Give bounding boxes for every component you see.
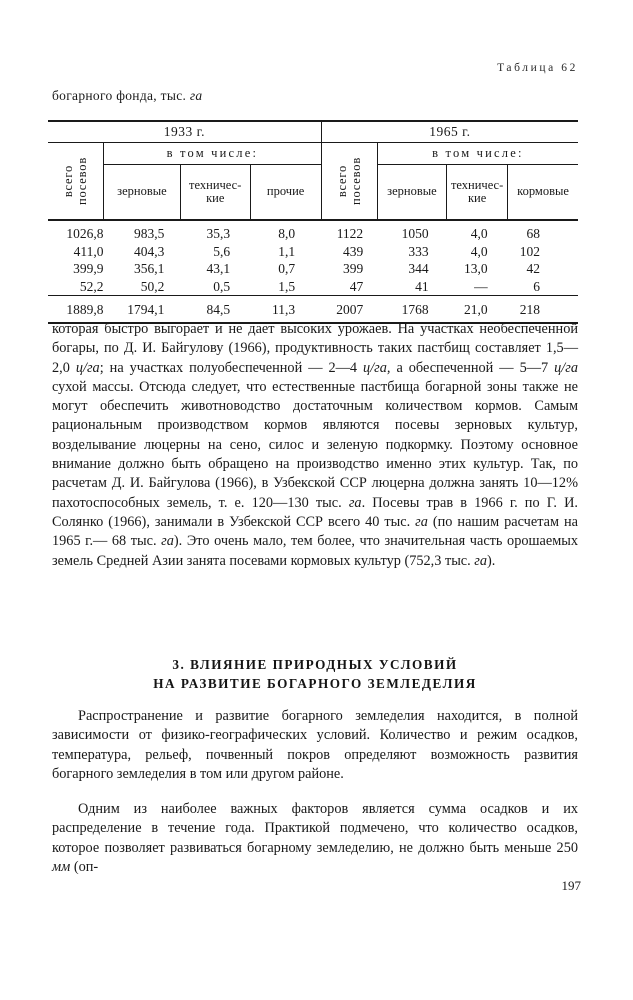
table-row bbox=[48, 278, 578, 296]
cell-r0-c1: 1026,8 bbox=[48, 220, 104, 243]
cell-total-c6: 1768 bbox=[377, 296, 446, 323]
cell-r0-c3: 35,3 bbox=[180, 220, 250, 243]
cell-r3-c3: 0,5 bbox=[213, 278, 231, 294]
col-header-1933-grain-l1: зерновые bbox=[117, 184, 167, 199]
cell-r2-c7: 13,0 bbox=[463, 261, 488, 277]
cell-r0-c6: 1050 bbox=[377, 220, 446, 243]
data-table-container bbox=[48, 120, 578, 324]
cell-r0-c4: 8,0 bbox=[250, 220, 321, 243]
col-header-1933-grain bbox=[104, 165, 181, 221]
table-number-label: Таблица 62 bbox=[497, 62, 578, 74]
cell-r1-c3: 5,6 bbox=[213, 243, 231, 259]
para1-unit-4: га bbox=[348, 494, 362, 511]
para1-unit-6: га bbox=[161, 533, 174, 550]
stub-line1: всего bbox=[61, 164, 76, 197]
para1-seg-f: (по нашим расчетам на 1965 г.— 68 тыс. bbox=[52, 513, 578, 550]
col-header-1965-grain-l1: зерновые bbox=[387, 184, 437, 199]
col-header-1933-other bbox=[250, 165, 321, 221]
cell-total-c1: 1889,8 bbox=[48, 296, 104, 323]
para1-seg-c: а обеспеченной — 5—7 bbox=[390, 359, 555, 376]
stub-line2-b: посевов bbox=[349, 156, 364, 205]
table-subtitle-unit: га bbox=[189, 88, 203, 103]
cell-r2-c6: 344 bbox=[408, 261, 429, 277]
cell-r3-c6: 41 bbox=[415, 278, 429, 294]
table-row bbox=[48, 243, 578, 261]
year-group-1933: 1933 г. bbox=[48, 121, 321, 143]
cell-r1-c2: 404,3 bbox=[133, 243, 165, 259]
stub-line2: посевов bbox=[75, 156, 90, 205]
col-header-1965-fodder bbox=[508, 165, 578, 221]
col-header-1965-technical bbox=[447, 165, 508, 221]
cell-r0-c5: 1122 bbox=[321, 220, 377, 243]
subgroup-label-1933: в том числе: bbox=[104, 143, 322, 165]
cell-r3-c8: 6 bbox=[533, 278, 540, 294]
stub-header-1933 bbox=[48, 143, 104, 221]
cell-r2-c5: 399 bbox=[342, 261, 364, 277]
year-group-1965: 1965 г. bbox=[321, 121, 578, 143]
cell-total-c4: 11,3 bbox=[250, 296, 321, 323]
para1-unit-3: ц/га bbox=[554, 359, 579, 376]
paragraph-continuation bbox=[52, 320, 578, 571]
cell-r0-c8: 68 bbox=[508, 220, 578, 243]
para3-unit: мм bbox=[52, 858, 71, 875]
para1-unit-5: га bbox=[415, 513, 428, 530]
col-header-1965-grain bbox=[377, 165, 446, 221]
table-header-columns-row bbox=[48, 165, 578, 221]
cell-r1-c4: 1,1 bbox=[278, 243, 296, 259]
page-number: 197 bbox=[561, 878, 581, 893]
para1-seg-b: ; на участках полуобеспеченной — 2—4 bbox=[99, 359, 364, 376]
para1-seg-g: ). Это очень мало, тем более, что значительная часть орошаемых земель Средней Азии занята посевами кормовых культур (752,3 тыс. bbox=[52, 533, 578, 569]
cell-total-c3: 84,5 bbox=[180, 296, 250, 323]
stub-header-1965 bbox=[321, 143, 377, 221]
cell-r1-c5: 439 bbox=[342, 243, 364, 259]
cell-r1-c7: 4,0 bbox=[470, 243, 488, 259]
table-row bbox=[48, 220, 578, 243]
para1-unit-1: ц/га bbox=[75, 359, 100, 376]
col-header-1933-technical bbox=[180, 165, 250, 221]
cell-total-c8: 218 bbox=[508, 296, 578, 323]
section-heading bbox=[52, 655, 578, 693]
para1-seg-d: сухой массы. Отсюда следует, что естественные пастбища богарной зоны также не могут обеспечить животноводство достаточным количеством кормов. Самым рациональным производством кормов являются посевы зерновых культур, возделывание люцерны на сено, силос и зеленую подкормку. Поэтому основное внимание должно быть обращено на производство именно этих культур. Так, по расчетам Д. И. Байгулова (1966), в Узбекской ССР люцерна должна занять 10—12% пахотоспособных земель, т. е. 120—130 тыс. bbox=[52, 378, 578, 511]
cell-r3-c5: 47 bbox=[349, 278, 364, 294]
col-header-1965-technical-l1: техничес- bbox=[450, 177, 504, 192]
cell-r2-c1: 399,9 bbox=[73, 261, 104, 277]
cell-total-c5: 2007 bbox=[321, 296, 377, 323]
para1-unit-2: ц/га, bbox=[363, 359, 391, 376]
cell-r2-c4: 0,7 bbox=[278, 261, 296, 277]
section-heading-line1: 3. ВЛИЯНИЕ ПРИРОДНЫХ УСЛОВИЙ bbox=[172, 657, 458, 672]
cell-total-c2: 1794,1 bbox=[104, 296, 181, 323]
para1-seg-e: . Посевы трав в 1966 г. по Г. И. Солянко (1966), занимали в Узбекской ССР всего 40 тыс. bbox=[52, 494, 578, 530]
table-row bbox=[48, 260, 578, 278]
col-header-1965-technical-l2: кие bbox=[467, 191, 487, 205]
cell-r3-c1: 52,2 bbox=[79, 278, 104, 294]
para3-seg-b: (оп- bbox=[70, 858, 99, 875]
cell-r1-c1: 411,0 bbox=[73, 243, 104, 259]
cell-r2-c3: 43,1 bbox=[206, 261, 231, 277]
section-heading-line2: НА РАЗВИТИЕ БОГАРНОГО ЗЕМЛЕДЕЛИЯ bbox=[153, 676, 477, 691]
col-header-1965-fodder-l1: кормовые bbox=[517, 184, 569, 199]
cell-r0-c7: 4,0 bbox=[447, 220, 508, 243]
cell-r0-c2: 983,5 bbox=[104, 220, 181, 243]
data-table bbox=[48, 120, 578, 324]
cell-r1-c8: 102 bbox=[519, 243, 540, 259]
para3-seg-a: Одним из наиболее важных факторов является сумма осадков и их распределение в течение года. Практикой подмечено, что количество осадков, которое позволяет развиваться богарному земледелию, не должно быть меньше 250 bbox=[52, 801, 578, 856]
table-subtitle bbox=[52, 88, 202, 104]
cell-r2-c8: 42 bbox=[526, 261, 540, 277]
para1-seg-a: которая быстро выгорает и не дает высоких урожаев. На участках необеспеченной богары, по Д. И. Байгулову (1966), продуктивность таких пастбищ составляет 1,5—2,0 bbox=[52, 321, 578, 376]
cell-r3-c2: 50,2 bbox=[140, 278, 165, 294]
subgroup-label-1965: в том числе: bbox=[377, 143, 578, 165]
table-subtitle-text: богарного фонда, тыс. bbox=[52, 88, 190, 103]
cell-r3-c4: 1,5 bbox=[278, 278, 296, 294]
table-header-subgroup-row bbox=[48, 143, 578, 165]
stub-header-1965-rotated bbox=[335, 156, 363, 204]
table-total-row bbox=[48, 296, 578, 323]
col-header-1933-technical-l1: техничес- bbox=[189, 177, 242, 192]
paragraph-2: Распространение и развитие богарного земледелия находится, в полной зависимости от физико-географических условий. Количество и режим осадков, температура, рельеф, почвенный покров определяют возможность развития богарного земледелия в том или другом районе. bbox=[52, 708, 578, 782]
cell-r3-c7: — bbox=[474, 278, 488, 294]
col-header-1933-technical-l2: кие bbox=[206, 191, 225, 205]
stub-header-1933-rotated bbox=[62, 156, 90, 204]
para1-unit-7: га bbox=[474, 552, 488, 569]
cell-r1-c6: 333 bbox=[408, 243, 429, 259]
col-header-1933-other-l1: прочие bbox=[266, 184, 305, 199]
para1-seg-h: ). bbox=[487, 552, 496, 569]
table-header-year-row bbox=[48, 121, 578, 143]
cell-total-c7: 21,0 bbox=[447, 296, 508, 323]
cell-r2-c2: 356,1 bbox=[133, 261, 165, 277]
paragraph-3 bbox=[52, 800, 578, 877]
stub-line1-b: всего bbox=[335, 164, 350, 197]
